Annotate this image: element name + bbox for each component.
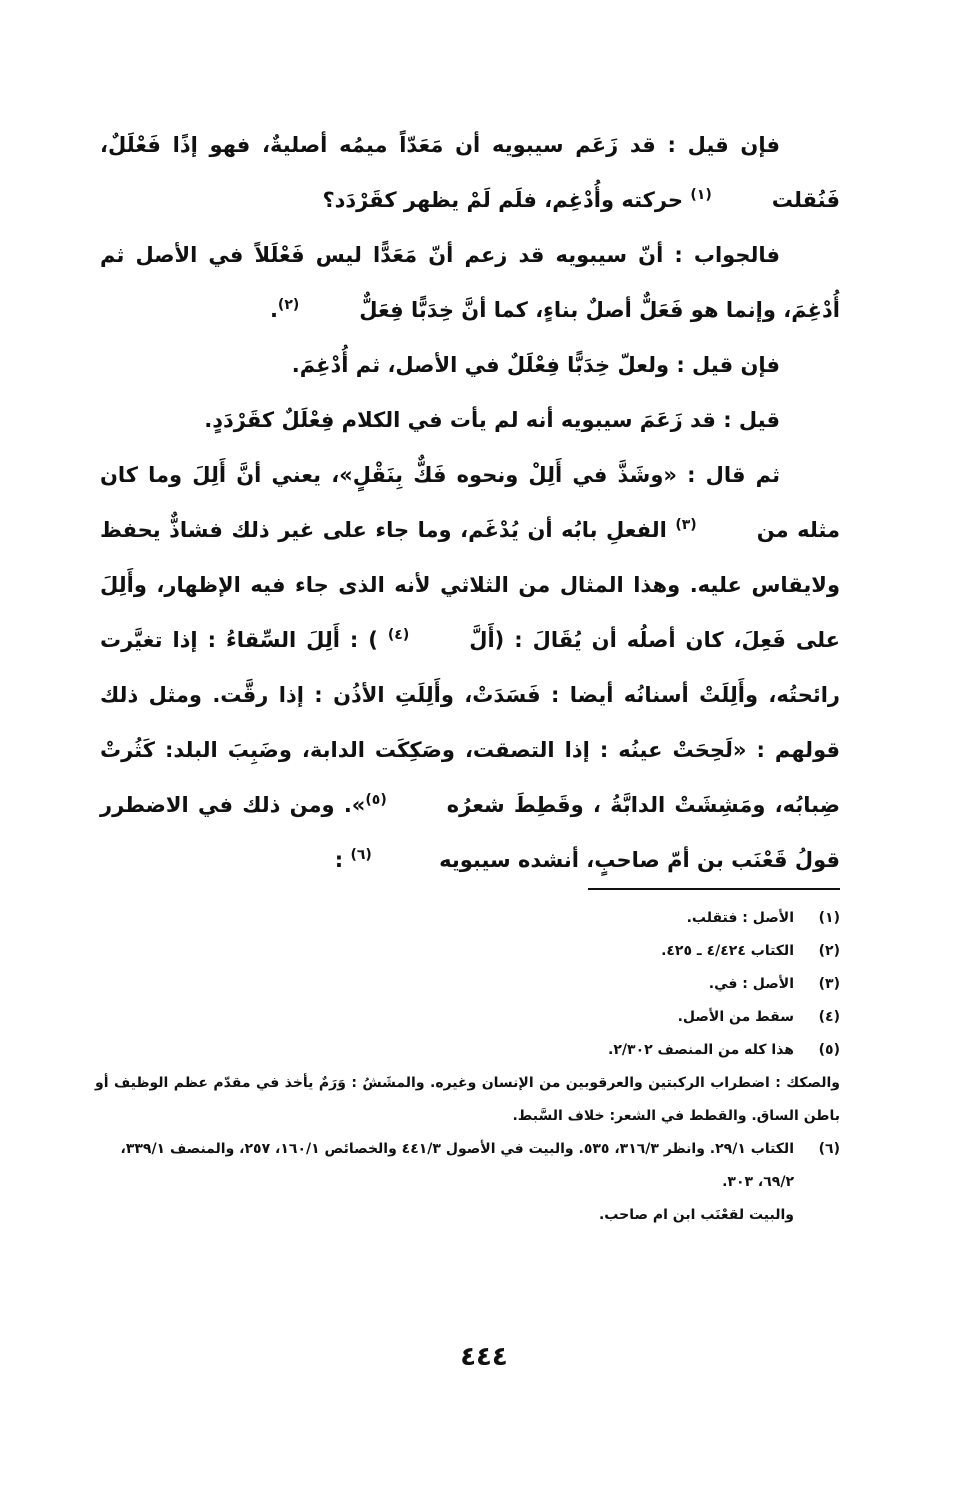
paragraph-4	[100, 393, 840, 448]
footnote-ref-2: (٢)	[277, 297, 300, 313]
footnote-text: الكتاب ٢٩/١. وانظر ٣١٦/٣، ٥٣٥. والبيت في الأصول ٤٤١/٣ والخصائص ١٦٠/١، ٢٥٧، والمنصف ٣٣٩/١، ٦٩/٢، ٣٠٣.	[120, 1141, 794, 1190]
footnote-number: (٦)	[818, 1141, 840, 1157]
paragraph-5-final: :	[334, 848, 351, 872]
footnote-number: (٢)	[818, 943, 840, 959]
paragraph-5-text: ثم قال : «وشَذَّ في أَلِلْ ونحوه فَكٌّ بِنَقْلٍ»، يعني أنَّ أَلِلَ وما كان مثله من	[100, 463, 841, 542]
paragraph-2-tail: .	[269, 298, 278, 322]
paragraph-3-text: فإن قيل : ولعلّ خِدَبًّا فِعْلَلٌ في الأصل، ثم أُدْغِمَ.	[291, 353, 780, 377]
footnote-3	[95, 968, 840, 1001]
footnote-2	[95, 935, 840, 968]
footnote-1	[95, 902, 840, 935]
paragraph-4-text: قيل : قد زَعَمَ سيبويه أنه لم يأت في الكلام فِعْلَلٌ كقَرْدَدٍ.	[204, 408, 780, 432]
footnote-text: الكتاب ٤/٤٢٤ ـ ٤٢٥.	[661, 943, 794, 959]
footnote-ref-3: (٣)	[675, 517, 697, 533]
paragraph-2	[100, 228, 840, 338]
footnote-5	[95, 1034, 840, 1067]
footnotes-section	[95, 902, 840, 1232]
paragraph-3	[100, 338, 840, 393]
footnote-ref-4: (٤)	[387, 627, 410, 643]
paragraph-5	[100, 448, 840, 888]
footnote-text: الأصل : فتقلب.	[686, 910, 794, 926]
paragraph-1-tail: حركته وأُدْغِم، فلَم لَمْ يظهر كقَرْدَد؟	[322, 188, 691, 212]
footnote-text: سقط من الأصل.	[677, 1009, 794, 1025]
paragraph-1-text: فإن قيل : قد زَعَم سيبويه أن مَعَدّاً ميمُه أصليةٌ، فهو إذًا فَعْلَلٌ، فَنُقلت	[100, 133, 840, 212]
footnote-5-continuation: والصكك : اضطراب الركبتين والعرقوبين من الإنسان وغيره. والمشَشُ : وَرَمٌ يأخذ في مقدّم عظم الوظيف أو باطن الساق. والقطط في الشعر: خلاف السَّبط.	[95, 1075, 840, 1124]
main-text-body	[100, 118, 840, 888]
footnote-ref-1: (١)	[690, 187, 712, 203]
footnote-separator	[588, 888, 840, 890]
footnote-number: (١)	[818, 910, 840, 926]
footnote-text: هذا كله من المنصف ٢/٣٠٢.	[608, 1042, 794, 1058]
footnote-number: (٣)	[818, 976, 840, 992]
footnote-6	[95, 1133, 840, 1199]
footnote-ref-5: (٥)	[365, 792, 387, 808]
paragraph-5-end: ». ومن ذلك في الاضطرر قولُ قَعْنَب بن أمّ صاحبٍ، أنشده سيبويه	[100, 793, 840, 872]
paragraph-5-tail: الفعلِ بابُه أن يُدْغَم، وما جاء على غير ذلك فشاذٌّ يحفظ ولايقاس عليه. وهذا المثال من الثلاثي لأنه الذى جاء فيه الإظهار، وأَلِلَ على فَعِلَ، كان أصلُه أن يُقَالَ : (أَلَّ	[100, 518, 840, 652]
footnote-number: (٤)	[818, 1009, 840, 1025]
paragraph-2-text: فالجواب : أنّ سيبويه قد زعم أنّ مَعَدًّا ليس فَعْلَلاً في الأصل ثم أُدْغِمَ، وإنما هو فَعَلٌّ أصلٌ بناءٍ، كما أنَّ خِدَبًّا فِعَلٌّ	[100, 243, 840, 322]
footnote-4	[95, 1001, 840, 1034]
page-number: ٤٤٤	[460, 1342, 508, 1372]
footnote-number: (٥)	[818, 1042, 840, 1058]
footnote-6-continuation: والبيت لقعْنَب ابن ام صاحب.	[598, 1207, 794, 1223]
paragraph-5-rest: ) : أَلِلَ السِّقاءُ : إذا تغيَّرت رائحتُه، وأَلِلَتْ أسنانُه أيضا : فَسَدَتْ، وأَلِلَتِ الأذُن : إذا رقَّت. ومثل ذلك قولهم : «لَحِحَتْ عينُه : إذا التصقت، وصَكِكَت الدابة، وضَبِبَ البلد: كَثُرتْ ضِبابُه، ومَشِشَتْ الدابَّةُ ، وقَطِطَ شعرُه	[100, 628, 840, 817]
footnote-ref-6: (٦)	[350, 847, 372, 863]
footnote-text: الأصل : في.	[708, 976, 794, 992]
paragraph-1	[100, 118, 840, 228]
